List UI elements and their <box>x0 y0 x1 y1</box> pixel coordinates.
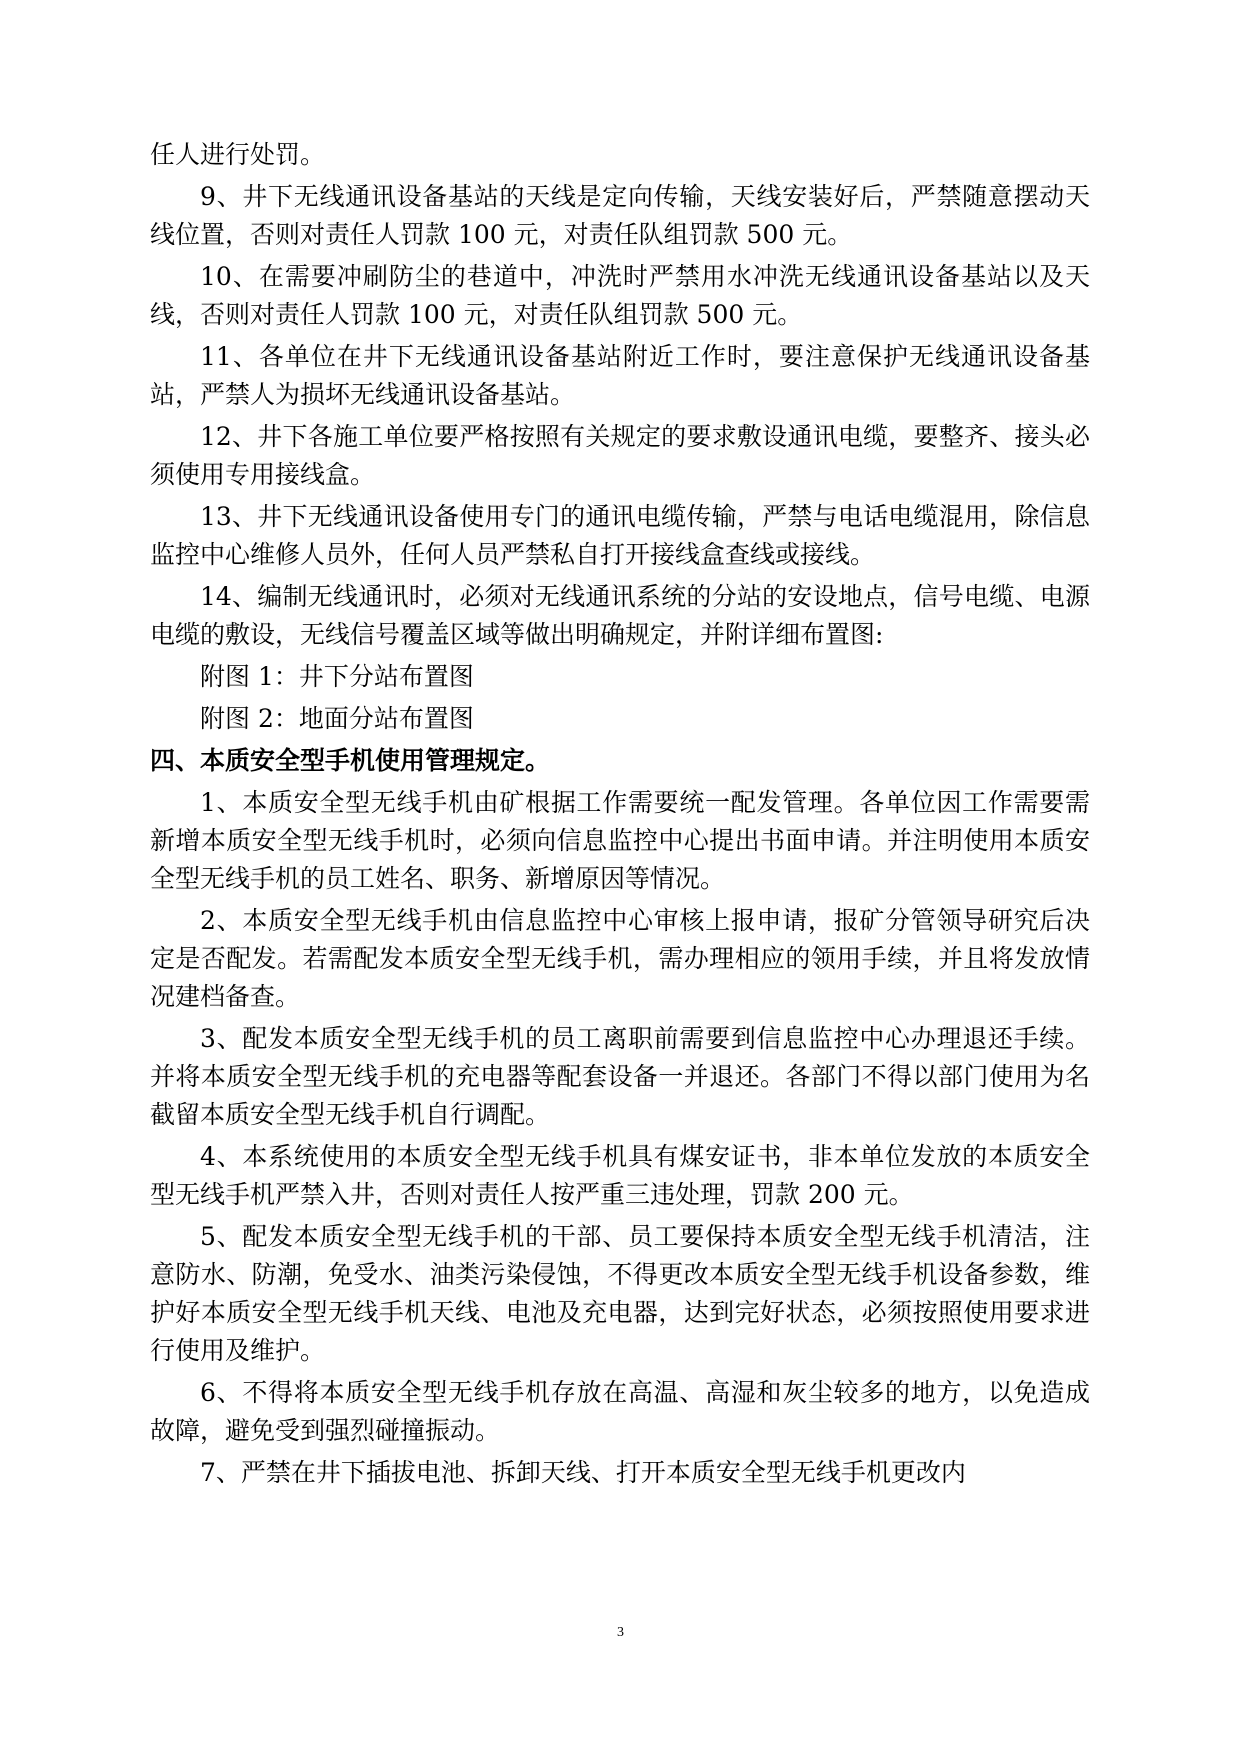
paragraph-9: 9、井下无线通讯设备基站的天线是定向传输，天线安装好后，严禁随意摆动天线位置，否则对责任人罚款 100 元，对责任队组罚款 500 元。 <box>150 182 1090 249</box>
rule-7: 7、严禁在井下插拔电池、拆卸天线、打开本质安全型无线手机更改内 <box>200 1458 966 1487</box>
attachment-figure-2: 附图 2：地面分站布置图 <box>200 704 474 733</box>
page-number: 3 <box>617 1625 624 1640</box>
paragraph-11: 11、各单位在井下无线通讯设备基站附近工作时，要注意保护无线通讯设备基站，严禁人为损坏无线通讯设备基站。 <box>150 342 1090 409</box>
paragraph-10: 10、在需要冲刷防尘的巷道中，冲洗时严禁用水冲洗无线通讯设备基站以及天线，否则对责任人罚款 100 元，对责任队组罚款 500 元。 <box>150 262 1090 329</box>
rule-2: 2、本质安全型无线手机由信息监控中心审核上报申请，报矿分管领导研究后决定是否配发。若需配发本质安全型无线手机，需办理相应的领用手续，并且将发放情况建档备查。 <box>150 906 1090 1011</box>
section-heading: 四、本质安全型手机使用管理规定。 <box>150 746 551 775</box>
rule-4: 4、本系统使用的本质安全型无线手机具有煤安证书，非本单位发放的本质安全型无线手机严禁入井，否则对责任人按严重三违处理，罚款 200 元。 <box>150 1142 1090 1209</box>
attachment-figure-1: 附图 1：井下分站布置图 <box>200 662 474 691</box>
paragraph-13: 13、井下无线通讯设备使用专门的通讯电缆传输，严禁与电话电缆混用，除信息监控中心维修人员外，任何人员严禁私自打开接线盒查线或接线。 <box>150 502 1090 569</box>
document-body <box>150 136 1090 1496</box>
rule-1: 1、本质安全型无线手机由矿根据工作需要统一配发管理。各单位因工作需要需新增本质安全型无线手机时，必须向信息监控中心提出书面申请。并注明使用本质安全型无线手机的员工姓名、职务、新增原因等情况。 <box>150 788 1090 893</box>
paragraph-14: 14、编制无线通讯时，必须对无线通讯系统的分站的安设地点，信号电缆、电源电缆的敷设，无线信号覆盖区域等做出明确规定，并附详细布置图: <box>150 582 1090 649</box>
rule-6: 6、不得将本质安全型无线手机存放在高温、高湿和灰尘较多的地方，以免造成故障，避免受到强烈碰撞振动。 <box>150 1378 1090 1445</box>
paragraph-12: 12、井下各施工单位要严格按照有关规定的要求敷设通讯电缆，要整齐、接头必须使用专用接线盒。 <box>150 422 1090 489</box>
paragraph-0: 任人进行处罚。 <box>150 140 326 169</box>
rule-3: 3、配发本质安全型无线手机的员工离职前需要到信息监控中心办理退还手续。并将本质安全型无线手机的充电器等配套设备一并退还。各部门不得以部门使用为名截留本质安全型无线手机自行调配。 <box>150 1024 1090 1129</box>
rule-5: 5、配发本质安全型无线手机的干部、员工要保持本质安全型无线手机清洁，注意防水、防潮，免受水、油类污染侵蚀，不得更改本质安全型无线手机设备参数，维护好本质安全型无线手机天线、电池及充电器，达到完好状态，必须按照使用要求进行使用及维护。 <box>150 1222 1090 1365</box>
